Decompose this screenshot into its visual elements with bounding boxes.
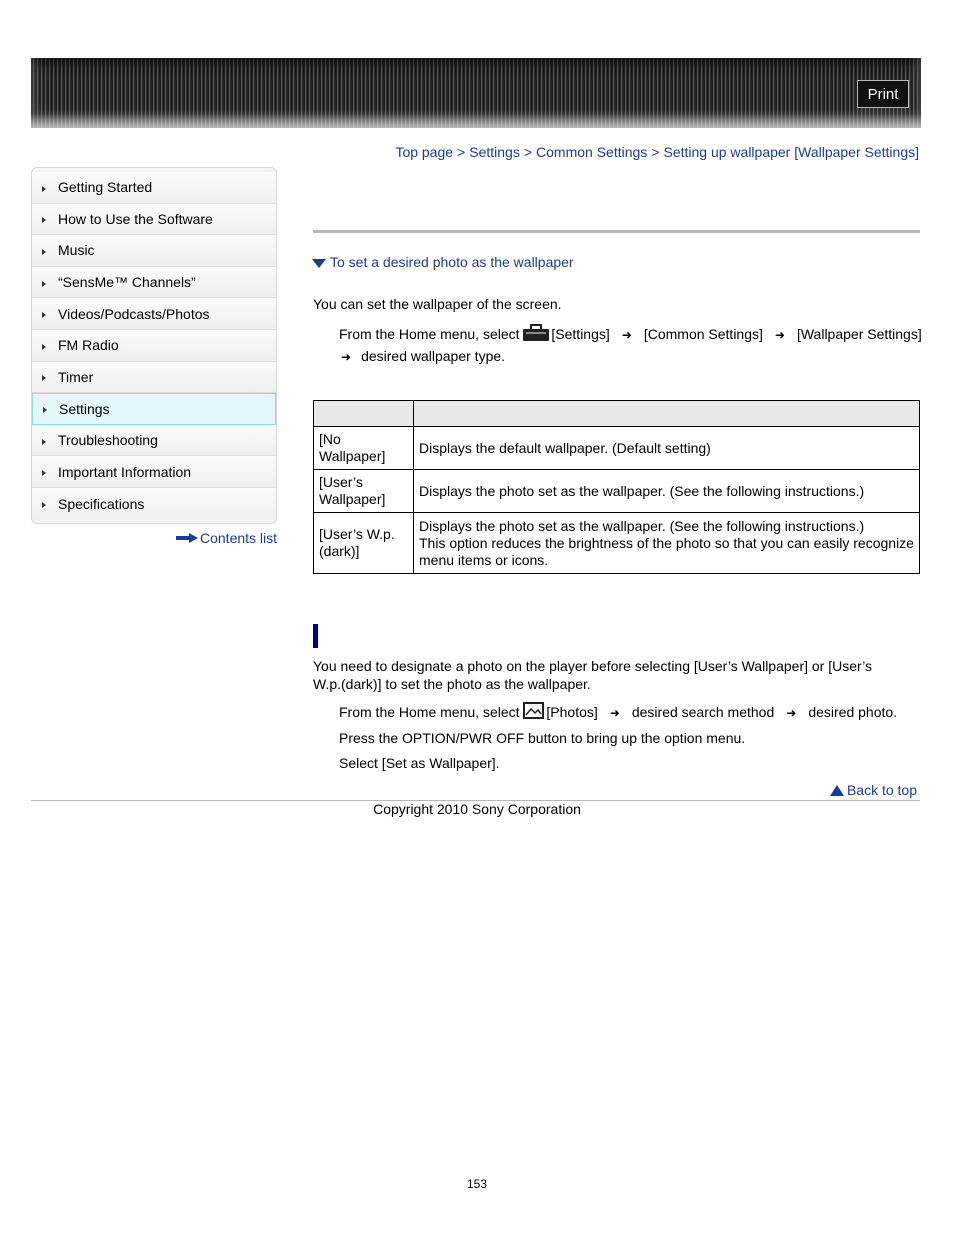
triangle-right-icon — [42, 186, 46, 192]
section-2-step-1-photos: [Photos] — [546, 704, 598, 720]
back-to-top-label: Back to top — [846, 782, 917, 798]
sidebar-item-label: Videos/Podcasts/Photos — [58, 305, 210, 322]
wallpaper-photo-toggle-link[interactable] — [312, 254, 574, 270]
breadcrumb-separator: > — [651, 144, 660, 160]
table-cell-name: [User’s Wallpaper] — [314, 470, 414, 513]
step-1-type: desired wallpaper type. — [361, 348, 506, 364]
sidebar-item-label: Music — [58, 242, 95, 259]
sidebar-item-timer[interactable] — [32, 362, 276, 394]
triangle-right-icon — [42, 249, 46, 255]
triangle-right-icon — [42, 217, 46, 223]
sidebar-item-label: Important Information — [58, 463, 192, 480]
sidebar-nav — [31, 167, 277, 524]
breadcrumb-current-page[interactable]: Setting up wallpaper [Wallpaper Settings] — [663, 144, 919, 160]
copyright-text: Copyright 2010 Sony Corporation — [373, 801, 581, 817]
step-1-settings: [Settings] — [551, 326, 610, 342]
triangle-right-icon — [42, 375, 46, 381]
table-cell-desc-line: Displays the photo set as the wallpaper. (See the following instructions.) — [419, 517, 865, 534]
header-sheen — [31, 114, 921, 128]
settings-toolbox-icon — [523, 324, 549, 341]
section-2-step-2: Press the OPTION/PWR OFF button to bring up the option menu. — [339, 730, 746, 746]
print-button[interactable]: Print — [857, 80, 909, 108]
sidebar-item-fm-radio[interactable] — [32, 330, 276, 362]
triangle-right-icon — [42, 281, 46, 287]
section-heading-bar — [313, 624, 318, 648]
photo-icon — [523, 702, 544, 719]
triangle-right-icon — [43, 407, 47, 413]
sidebar-item-label: Specifications — [58, 495, 145, 512]
sidebar-item-label: Timer — [58, 368, 94, 385]
sidebar-item-settings[interactable] — [32, 393, 276, 425]
triangle-right-icon — [42, 312, 46, 318]
contents-list-link[interactable] — [176, 530, 277, 546]
sidebar-item-important-information[interactable] — [32, 456, 276, 488]
breadcrumb-top-page[interactable]: Top page — [395, 144, 454, 160]
breadcrumb-separator: > — [457, 144, 466, 160]
step-1-common: [Common Settings] — [643, 326, 763, 342]
sidebar-item-sensme[interactable] — [32, 267, 276, 299]
wallpaper-options-table — [313, 400, 920, 574]
sidebar-item-label: Troubleshooting — [58, 432, 158, 449]
section-2-step-3: Select [Set as Wallpaper]. — [339, 755, 500, 771]
table-header-cell — [414, 401, 920, 427]
sidebar-item-getting-started[interactable] — [32, 172, 276, 204]
sidebar-item-videos[interactable] — [32, 298, 276, 330]
triangle-right-icon — [42, 470, 46, 476]
header-banner — [31, 58, 921, 128]
table-cell-desc: Displays the default wallpaper. (Default setting) — [414, 427, 920, 470]
sidebar-item-music[interactable] — [32, 235, 276, 267]
sidebar-item-specifications[interactable] — [32, 488, 276, 520]
section-2-step-1-prefix: From the Home menu, select — [339, 704, 520, 720]
triangle-right-icon — [42, 439, 46, 445]
triangle-down-icon — [312, 259, 326, 268]
table-row — [314, 513, 920, 574]
section-2-step-1 — [339, 702, 897, 720]
step-1-prefix: From the Home menu, select — [339, 326, 520, 342]
step-1-continuation — [341, 348, 505, 364]
sidebar-item-label: Settings — [59, 400, 110, 417]
table-header-row — [314, 401, 920, 427]
intro-text: You can set the wallpaper of the screen. — [313, 296, 562, 312]
arrow-right-icon: ➜ — [621, 328, 632, 342]
step-1-wallpaper: [Wallpaper Settings] — [796, 326, 922, 342]
table-cell-desc-note: This option reduces the brightness of the photo so that you can easily recognize menu items or icons. — [419, 534, 914, 568]
section-2-intro-line-1: You need to designate a photo on the player before selecting [User’s Wallpaper] or [User’s — [313, 658, 873, 674]
sidebar-item-how-to-use[interactable] — [32, 204, 276, 236]
breadcrumb — [395, 144, 919, 160]
table-cell-name: [No Wallpaper] — [314, 427, 414, 470]
step-1 — [339, 324, 922, 342]
back-to-top-link[interactable] — [830, 782, 917, 798]
table-cell-desc — [414, 513, 920, 574]
table-cell-name: [User’s W.p.(dark)] — [314, 513, 414, 574]
sidebar-item-label: “SensMe™ Channels” — [58, 274, 196, 291]
section-2-intro-line-2: W.p.(dark)] to set the photo as the wallpaper. — [313, 676, 591, 692]
table-row — [314, 470, 920, 513]
sidebar-item-label: How to Use the Software — [58, 210, 213, 227]
sidebar-item-label: Getting Started — [58, 179, 153, 196]
triangle-right-icon — [42, 344, 46, 350]
contents-list-label: Contents list — [200, 530, 278, 546]
toggle-link-label: To set a desired photo as the wallpaper — [330, 254, 574, 270]
arrow-right-icon: ➜ — [774, 328, 785, 342]
triangle-up-icon — [830, 785, 844, 796]
arrow-right-icon: ➜ — [609, 706, 620, 720]
sidebar-item-label: FM Radio — [58, 337, 119, 354]
arrow-right-icon: ➜ — [786, 706, 797, 720]
breadcrumb-separator: > — [523, 144, 533, 160]
triangle-right-icon — [42, 502, 46, 508]
sidebar-item-troubleshooting[interactable] — [32, 425, 276, 457]
arrow-right-icon: ➜ — [341, 350, 352, 364]
title-divider — [313, 230, 920, 233]
table-header-cell — [314, 401, 414, 427]
arrow-right-icon — [176, 533, 198, 543]
breadcrumb-settings[interactable]: Settings — [469, 144, 520, 160]
table-cell-desc: Displays the photo set as the wallpaper. (See the following instructions.) — [414, 470, 920, 513]
breadcrumb-common-settings[interactable]: Common Settings — [536, 144, 648, 160]
section-2-step-1-search: desired search method — [631, 704, 775, 720]
page-number: 153 — [466, 1177, 488, 1191]
table-row — [314, 427, 920, 470]
section-2-step-1-photo: desired photo. — [808, 704, 898, 720]
